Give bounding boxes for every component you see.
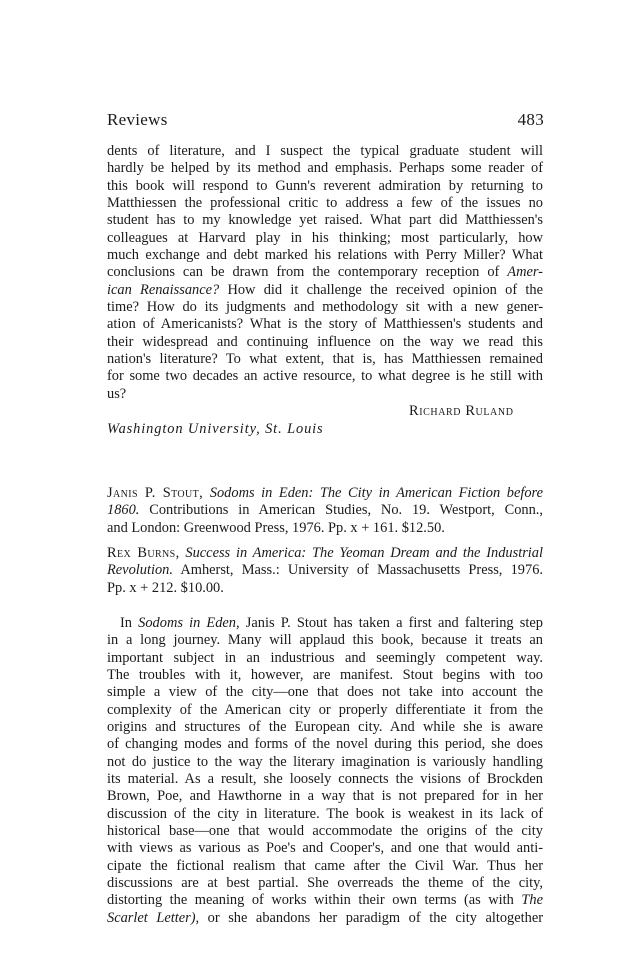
text-column xyxy=(107,143,543,927)
book-title: Sodoms in Eden: The City in American Fiction before xyxy=(209,484,543,501)
review-paragraph xyxy=(107,615,543,927)
text-segment: Janis P. Stout has taken a first and faltering step xyxy=(245,614,543,631)
text-line xyxy=(107,545,543,562)
book-title: 1860. xyxy=(107,502,140,519)
text-line: hardly be helped by its method and emphasis. Perhaps some reader of xyxy=(107,160,543,177)
text-line: Matthiessen the professional critic to address a few of the issues no xyxy=(107,195,543,212)
text-line: this book will respond to Gunn's reverent admiration by returning to xyxy=(107,177,543,194)
text-line: and London: Greenwood Press, 1976. Pp. x + 161. $12.50. xyxy=(107,519,445,536)
text-line xyxy=(107,502,543,519)
text-line: much exchange and debt marked his relations with Perry Miller? What xyxy=(107,247,543,264)
text-line xyxy=(107,485,543,502)
text-segment: Amherst, Mass.: University of Massachusetts Press, 1976. xyxy=(180,562,543,579)
text-line: time? How do its judgments and methodology sit with a new gener- xyxy=(107,299,543,316)
text-line xyxy=(107,264,543,281)
text-line xyxy=(107,282,543,299)
review-paragraph xyxy=(107,143,543,403)
text-line: us? xyxy=(107,385,127,402)
reviewer-affiliation: Washington University, St. Louis xyxy=(107,420,324,437)
text-line xyxy=(107,562,543,579)
text-segment: In xyxy=(120,614,132,631)
citation-author: Rex Burns, xyxy=(107,544,180,561)
book-title: Success in America: The Yeoman Dream and the Industrial xyxy=(185,544,543,561)
text-line: important subject in an industrious and seemingly competent way. xyxy=(107,649,543,666)
text-line: of changing modes and forms of the novel during this period, she does xyxy=(107,736,543,753)
text-line: cipate the fictional realism that came after the Civil War. Thus her xyxy=(107,857,543,874)
text-segment: or she abandons her paradigm of the city altogether xyxy=(207,909,543,926)
text-line: ation of Americanists? What is the story of Matthiessen's students and xyxy=(107,316,543,333)
text-line xyxy=(107,910,543,927)
text-segment: conclusions can be drawn from the contemporary reception of xyxy=(107,264,500,281)
text-line: historical base—one that would accommodate the origins of the city xyxy=(107,823,543,840)
text-line: Pp. x + 212. $10.00. xyxy=(107,579,224,596)
text-line: its material. As a result, she loosely connects the visions of Brockden xyxy=(107,771,543,787)
book-title: Sodoms in Eden, xyxy=(138,614,240,631)
book-title: Revolution. xyxy=(107,562,173,579)
text-line: The troubles with it, however, are manifest. Stout begins with too xyxy=(107,666,543,683)
citation-author: Janis P. Stout, xyxy=(107,484,204,501)
text-line: origins and structures of the European city. And while she is aware xyxy=(107,718,543,735)
book-title: Scarlet Letter), xyxy=(107,909,200,926)
text-line: dents of literature, and I suspect the typical graduate student will xyxy=(107,143,543,159)
text-segment: distorting the meaning of works within their own terms (as with xyxy=(107,892,514,909)
book-title: ican Renaissance? xyxy=(107,281,220,298)
book-title: The xyxy=(521,892,543,909)
text-line: for some two decades an active resource, to what degree is he still with xyxy=(107,368,543,385)
text-line: with views as various as Poe's and Cooper's, and one that would anti- xyxy=(107,840,543,857)
text-line: Brown, Poe, and Hawthorne in a way that is not prepared for in her xyxy=(107,788,543,805)
page-number: 483 xyxy=(517,110,544,129)
text-line: in a long journey. Many will applaud this book, because it treats an xyxy=(107,632,543,649)
book-citation xyxy=(107,545,543,597)
text-line: not do justice to the way the literary imagination is variously handling xyxy=(107,753,543,770)
text-line: their widespread and continuing influence on the way we read this xyxy=(107,333,543,350)
text-line: simple a view of the city—one that does not take into account the xyxy=(107,684,543,701)
text-segment: How did it challenge the received opinion of the xyxy=(227,281,543,298)
reviewer-name: Richard Ruland xyxy=(409,403,514,420)
text-line xyxy=(107,615,543,632)
text-line: complexity of the American city or properly differentiate it from the xyxy=(107,701,543,718)
text-line: discussion of the city in literature. The book is weakest in its lack of xyxy=(107,805,543,822)
book-citation xyxy=(107,485,543,537)
text-line xyxy=(107,892,543,909)
text-line: student has to my knowledge yet raised. What part did Matthiessen's xyxy=(107,212,543,229)
text-line: colleagues at Harvard play in his thinking; most particularly, how xyxy=(107,229,543,246)
text-line: discussions are at best partial. She overreads the theme of the city, xyxy=(107,875,543,892)
text-line: nation's literature? To what extent, that is, has Matthiessen remained xyxy=(107,351,543,368)
book-title: Amer- xyxy=(507,264,543,281)
section-title: Reviews xyxy=(107,110,168,129)
text-segment: Contributions in American Studies, No. 19. Westport, Conn., xyxy=(149,502,543,519)
running-header xyxy=(107,110,544,130)
